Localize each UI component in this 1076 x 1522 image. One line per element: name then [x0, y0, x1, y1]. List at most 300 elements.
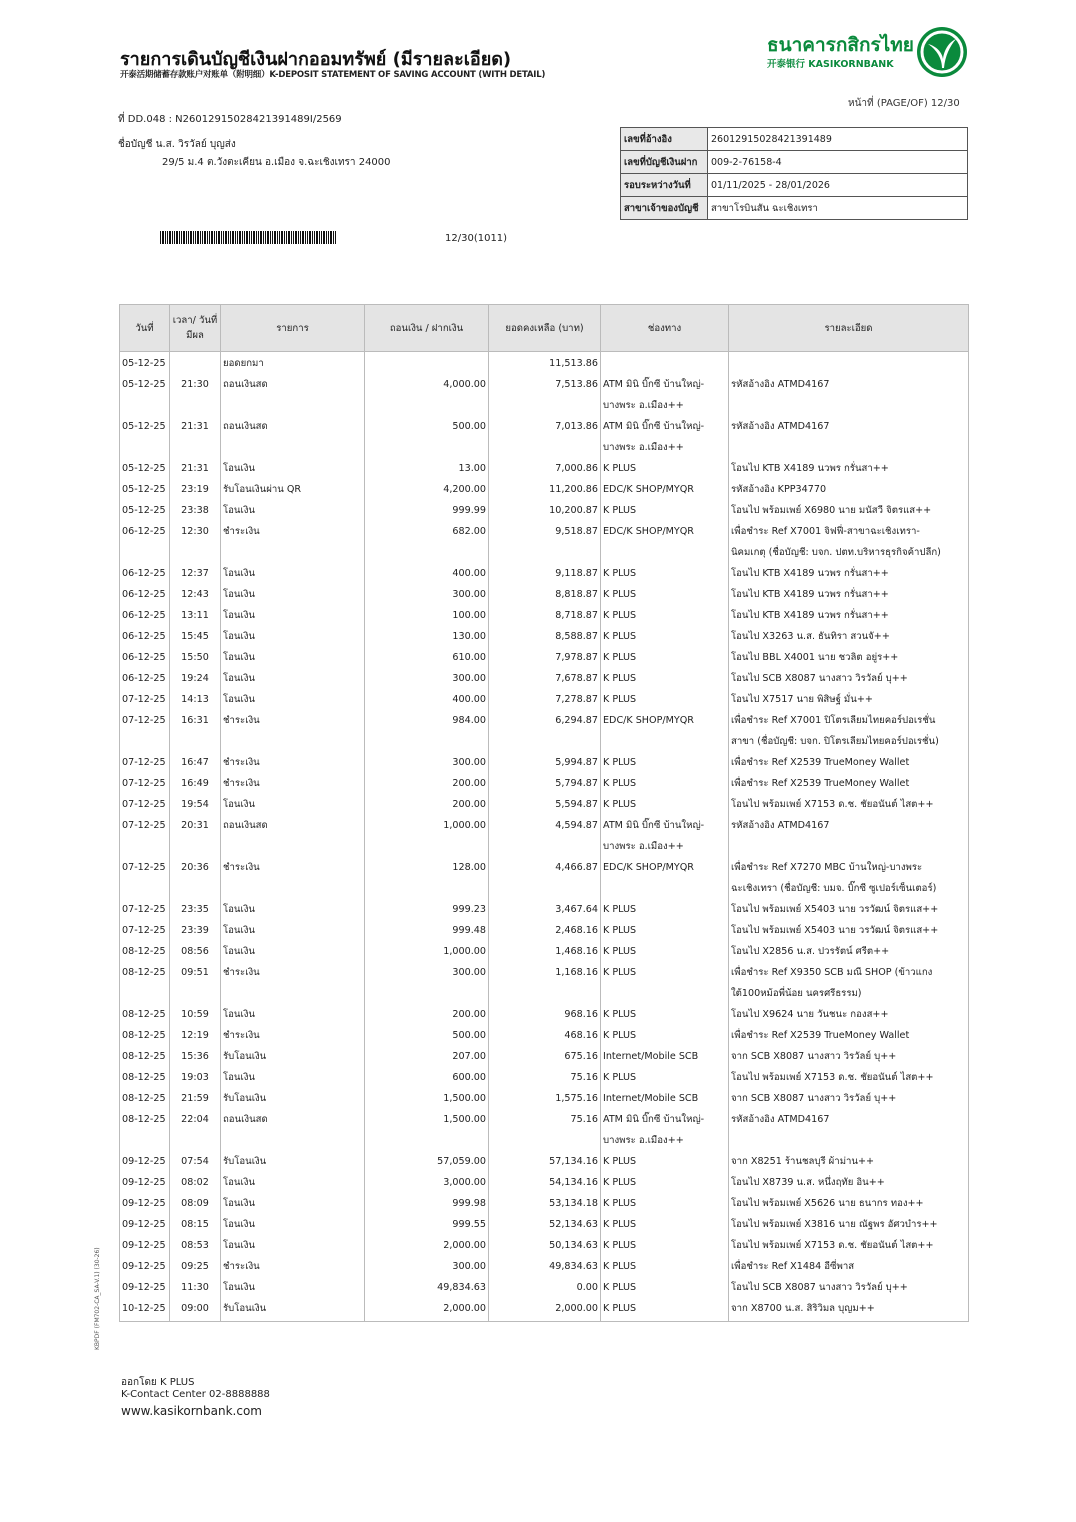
cell-channel: K PLUS: [601, 668, 729, 689]
cell-description: ชำระเงิน: [221, 773, 365, 794]
cell-balance: 7,000.86: [489, 458, 601, 479]
cell-date: 10-12-25: [120, 1298, 170, 1322]
cell-date: 06-12-25: [120, 626, 170, 647]
cell-balance: 675.16: [489, 1046, 601, 1067]
cell-amount: [365, 352, 489, 375]
cell-detail: เพื่อชำระ Ref X2539 TrueMoney Wallet: [729, 752, 969, 773]
table-row: [120, 626, 969, 647]
cell-amount: 500.00: [365, 416, 489, 458]
cell-amount: 2,000.00: [365, 1298, 489, 1322]
cell-date: 08-12-25: [120, 1109, 170, 1151]
table-row: [120, 1151, 969, 1172]
info-row: [621, 197, 968, 220]
cell-channel: EDC/K SHOP/MYQR: [601, 521, 729, 563]
cell-time: 21:30: [170, 374, 221, 416]
info-label: เลขที่บัญชีเงินฝาก: [621, 151, 708, 174]
cell-time: 19:24: [170, 668, 221, 689]
cell-time: 08:56: [170, 941, 221, 962]
cell-amount: 1,000.00: [365, 941, 489, 962]
table-row: [120, 752, 969, 773]
info-row: [621, 174, 968, 197]
cell-amount: 610.00: [365, 647, 489, 668]
cell-balance: 10,200.87: [489, 500, 601, 521]
cell-description: ชำระเงิน: [221, 521, 365, 563]
cell-time: 09:25: [170, 1256, 221, 1277]
cell-description: ยอดยกมา: [221, 352, 365, 375]
cell-channel: EDC/K SHOP/MYQR: [601, 479, 729, 500]
cell-amount: 300.00: [365, 584, 489, 605]
page-indicator: หน้าที่ (PAGE/OF) 12/30: [848, 98, 960, 109]
cell-amount: 999.98: [365, 1193, 489, 1214]
cell-balance: 8,818.87: [489, 584, 601, 605]
table-row: [120, 1025, 969, 1046]
cell-date: 05-12-25: [120, 352, 170, 375]
cell-amount: 128.00: [365, 857, 489, 899]
cell-amount: 999.48: [365, 920, 489, 941]
cell-date: 05-12-25: [120, 458, 170, 479]
cell-description: รับโอนเงิน: [221, 1151, 365, 1172]
cell-time: 08:15: [170, 1214, 221, 1235]
cell-amount: 4,000.00: [365, 374, 489, 416]
table-row: [120, 1298, 969, 1322]
table-row: [120, 1067, 969, 1088]
cell-detail: โอนไป X3263 น.ส. ธันทิรา สวนจั++: [729, 626, 969, 647]
table-row: [120, 794, 969, 815]
cell-detail: รหัสอ้างอิง ATMD4167: [729, 416, 969, 458]
cell-date: 09-12-25: [120, 1151, 170, 1172]
cell-channel: K PLUS: [601, 1256, 729, 1277]
barcode-image: [160, 231, 336, 244]
cell-time: 12:30: [170, 521, 221, 563]
cell-channel: ATM มินิ บิ๊กซี บ้านใหญ่- บางพระ อ.เมือง++: [601, 416, 729, 458]
cell-time: 08:53: [170, 1235, 221, 1256]
cell-detail: โอนไป SCB X8087 นางสาว วิรวัลย์ บุ++: [729, 1277, 969, 1298]
cell-channel: K PLUS: [601, 1214, 729, 1235]
cell-balance: 8,718.87: [489, 605, 601, 626]
bank-website-link[interactable]: www.kasikornbank.com: [121, 1404, 262, 1418]
cell-date: 05-12-25: [120, 479, 170, 500]
kasikornbank-logo-icon: [916, 26, 968, 78]
cell-date: 06-12-25: [120, 647, 170, 668]
cell-detail: โอนไป พร้อมเพย์ X3816 นาย ณัฐพร อัศวบำร++: [729, 1214, 969, 1235]
cell-date: 06-12-25: [120, 668, 170, 689]
cell-detail: รหัสอ้างอิง KPP34770: [729, 479, 969, 500]
cell-amount: 300.00: [365, 668, 489, 689]
cell-channel: ATM มินิ บิ๊กซี บ้านใหญ่- บางพระ อ.เมือง++: [601, 374, 729, 416]
cell-balance: 11,200.86: [489, 479, 601, 500]
cell-description: โอนเงิน: [221, 563, 365, 584]
cell-channel: K PLUS: [601, 962, 729, 1004]
cell-description: โอนเงิน: [221, 605, 365, 626]
cell-detail: เพื่อชำระ Ref X2539 TrueMoney Wallet: [729, 773, 969, 794]
cell-channel: K PLUS: [601, 1277, 729, 1298]
cell-time: 21:31: [170, 458, 221, 479]
column-header-amount: ถอนเงิน / ฝากเงิน: [365, 305, 489, 352]
cell-amount: 300.00: [365, 1256, 489, 1277]
cell-balance: 7,678.87: [489, 668, 601, 689]
document-subtitle: 开泰活期储蓄存款账户对账单（附明细）K-DEPOSIT STATEMENT OF SAVING ACCOUNT (WITH DETAIL): [120, 70, 546, 80]
cell-description: รับโอนเงิน: [221, 1088, 365, 1109]
cell-amount: 999.23: [365, 899, 489, 920]
cell-balance: 11,513.86: [489, 352, 601, 375]
cell-amount: 200.00: [365, 773, 489, 794]
cell-amount: 200.00: [365, 794, 489, 815]
info-value: 01/11/2025 - 28/01/2026: [708, 174, 968, 197]
info-row: [621, 151, 968, 174]
transactions-table: [119, 304, 969, 1322]
cell-detail: โอนไป พร้อมเพย์ X5626 นาย ธนากร ทอง++: [729, 1193, 969, 1214]
cell-description: โอนเงิน: [221, 458, 365, 479]
cell-time: 14:13: [170, 689, 221, 710]
cell-amount: 49,834.63: [365, 1277, 489, 1298]
cell-date: 07-12-25: [120, 857, 170, 899]
cell-channel: K PLUS: [601, 899, 729, 920]
table-row: [120, 1088, 969, 1109]
cell-time: 23:35: [170, 899, 221, 920]
column-header-detail: รายละเอียด: [729, 305, 969, 352]
cell-time: 23:19: [170, 479, 221, 500]
cell-amount: 200.00: [365, 1004, 489, 1025]
table-row: [120, 710, 969, 752]
cell-detail: เพื่อชำระ Ref X1484 อีซี่พาส: [729, 1256, 969, 1277]
cell-date: 05-12-25: [120, 500, 170, 521]
cell-description: ชำระเงิน: [221, 752, 365, 773]
cell-date: 07-12-25: [120, 920, 170, 941]
cell-date: 08-12-25: [120, 1088, 170, 1109]
cell-amount: 3,000.00: [365, 1172, 489, 1193]
cell-time: 12:19: [170, 1025, 221, 1046]
cell-description: โอนเงิน: [221, 500, 365, 521]
account-address: 29/5 ม.4 ต.วังตะเคียน อ.เมือง จ.ฉะเชิงเทรา 24000: [162, 157, 391, 168]
cell-description: โอนเงิน: [221, 584, 365, 605]
table-row: [120, 521, 969, 563]
issued-by: ออกโดย K PLUS: [121, 1377, 195, 1388]
cell-date: 06-12-25: [120, 605, 170, 626]
account-info-table: [620, 127, 968, 220]
cell-description: ชำระเงิน: [221, 962, 365, 1004]
table-row: [120, 899, 969, 920]
bank-name-thai: ธนาคารกสิกรไทย: [767, 34, 914, 56]
column-header-channel: ช่องทาง: [601, 305, 729, 352]
cell-date: 09-12-25: [120, 1214, 170, 1235]
cell-time: 23:38: [170, 500, 221, 521]
cell-date: 09-12-25: [120, 1235, 170, 1256]
cell-amount: 1,000.00: [365, 815, 489, 857]
cell-description: โอนเงิน: [221, 899, 365, 920]
cell-channel: Internet/Mobile SCB: [601, 1046, 729, 1067]
cell-detail: จาก X8700 น.ส. สิริวิมล บุญม++: [729, 1298, 969, 1322]
cell-date: 07-12-25: [120, 710, 170, 752]
table-row: [120, 1214, 969, 1235]
cell-description: โอนเงิน: [221, 1004, 365, 1025]
table-row: [120, 920, 969, 941]
cell-channel: K PLUS: [601, 500, 729, 521]
cell-balance: 4,594.87: [489, 815, 601, 857]
cell-channel: K PLUS: [601, 605, 729, 626]
table-row: [120, 815, 969, 857]
cell-channel: K PLUS: [601, 1298, 729, 1322]
cell-amount: 400.00: [365, 563, 489, 584]
cell-description: ถอนเงินสด: [221, 416, 365, 458]
info-label: รอบระหว่างวันที่: [621, 174, 708, 197]
cell-detail: [729, 352, 969, 375]
cell-time: 16:31: [170, 710, 221, 752]
cell-amount: 130.00: [365, 626, 489, 647]
cell-channel: K PLUS: [601, 563, 729, 584]
cell-balance: 6,294.87: [489, 710, 601, 752]
cell-balance: 5,994.87: [489, 752, 601, 773]
cell-detail: โอนไป พร้อมเพย์ X7153 ด.ช. ชัยอนันต์ ไสต++: [729, 1235, 969, 1256]
cell-date: 08-12-25: [120, 1025, 170, 1046]
cell-detail: โอนไป X7517 นาย พิสิษฐ์ มั่น++: [729, 689, 969, 710]
table-row: [120, 689, 969, 710]
cell-date: 07-12-25: [120, 689, 170, 710]
cell-balance: 54,134.16: [489, 1172, 601, 1193]
cell-detail: โอนไป KTB X4189 นวพร กรั่นสา++: [729, 605, 969, 626]
table-row: [120, 941, 969, 962]
cell-balance: 4,466.87: [489, 857, 601, 899]
cell-description: โอนเงิน: [221, 1067, 365, 1088]
cell-detail: จาก X8251 ร้านชลบุรี ผ้าม่าน++: [729, 1151, 969, 1172]
table-row: [120, 605, 969, 626]
table-row: [120, 1256, 969, 1277]
cell-detail: โอนไป BBL X4001 นาย ชวลิต อยู่ร++: [729, 647, 969, 668]
cell-balance: 0.00: [489, 1277, 601, 1298]
cell-balance: 1,468.16: [489, 941, 601, 962]
cell-date: 07-12-25: [120, 752, 170, 773]
cell-amount: 4,200.00: [365, 479, 489, 500]
cell-balance: 8,588.87: [489, 626, 601, 647]
cell-date: 08-12-25: [120, 1067, 170, 1088]
cell-amount: 100.00: [365, 605, 489, 626]
cell-description: ชำระเงิน: [221, 1025, 365, 1046]
cell-time: 11:30: [170, 1277, 221, 1298]
cell-description: โอนเงิน: [221, 1235, 365, 1256]
cell-description: โอนเงิน: [221, 689, 365, 710]
cell-description: โอนเงิน: [221, 647, 365, 668]
table-row: [120, 479, 969, 500]
cell-balance: 52,134.63: [489, 1214, 601, 1235]
account-name: ชื่อบัญชี น.ส. วิรวัลย์ บุญส่ง: [118, 139, 236, 150]
cell-date: 07-12-25: [120, 794, 170, 815]
cell-date: 05-12-25: [120, 374, 170, 416]
cell-channel: EDC/K SHOP/MYQR: [601, 710, 729, 752]
cell-date: 07-12-25: [120, 899, 170, 920]
table-row: [120, 352, 969, 375]
info-value: สาขาโรบินสัน ฉะเชิงเทรา: [708, 197, 968, 220]
column-header-time: เวลา/ วันที่มีผล: [170, 305, 221, 352]
cell-date: 06-12-25: [120, 521, 170, 563]
table-row: [120, 416, 969, 458]
cell-detail: โอนไป KTB X4189 นวพร กรั่นสา++: [729, 458, 969, 479]
cell-balance: 7,978.87: [489, 647, 601, 668]
cell-amount: 500.00: [365, 1025, 489, 1046]
cell-time: 16:49: [170, 773, 221, 794]
cell-time: 09:51: [170, 962, 221, 1004]
cell-time: 19:03: [170, 1067, 221, 1088]
cell-balance: 50,134.63: [489, 1235, 601, 1256]
cell-detail: รหัสอ้างอิง ATMD4167: [729, 1109, 969, 1151]
cell-amount: 207.00: [365, 1046, 489, 1067]
cell-date: 08-12-25: [120, 1004, 170, 1025]
cell-amount: 999.99: [365, 500, 489, 521]
cell-detail: เพื่อชำระ Ref X2539 TrueMoney Wallet: [729, 1025, 969, 1046]
cell-amount: 13.00: [365, 458, 489, 479]
cell-description: โอนเงิน: [221, 794, 365, 815]
form-code: KBPDF (FM702-CA_SA-V.1) (30-26): [94, 1247, 101, 1350]
cell-channel: Internet/Mobile SCB: [601, 1088, 729, 1109]
cell-date: 09-12-25: [120, 1256, 170, 1277]
cell-amount: 300.00: [365, 752, 489, 773]
cell-date: 09-12-25: [120, 1193, 170, 1214]
cell-channel: K PLUS: [601, 794, 729, 815]
cell-channel: K PLUS: [601, 773, 729, 794]
cell-channel: [601, 352, 729, 375]
cell-detail: โอนไป X9624 นาย วันชนะ กองส++: [729, 1004, 969, 1025]
cell-time: 20:31: [170, 815, 221, 857]
cell-date: 05-12-25: [120, 416, 170, 458]
cell-detail: รหัสอ้างอิง ATMD4167: [729, 374, 969, 416]
info-label: สาขาเจ้าของบัญชี: [621, 197, 708, 220]
table-row: [120, 857, 969, 899]
cell-time: [170, 352, 221, 375]
table-row: [120, 647, 969, 668]
document-title: รายการเดินบัญชีเงินฝากออมทรัพย์ (มีรายละเอียด): [120, 49, 512, 70]
table-row: [120, 1109, 969, 1151]
table-row: [120, 773, 969, 794]
table-row: [120, 584, 969, 605]
cell-channel: K PLUS: [601, 689, 729, 710]
cell-description: ถอนเงินสด: [221, 374, 365, 416]
cell-time: 15:50: [170, 647, 221, 668]
cell-time: 20:36: [170, 857, 221, 899]
info-value: 009-2-76158-4: [708, 151, 968, 174]
cell-detail: โอนไป พร้อมเพย์ X7153 ด.ช. ชัยอนันต์ ไสต++: [729, 794, 969, 815]
cell-detail: เพื่อชำระ Ref X7270 MBC บ้านใหญ่-บางพระ ฉะเชิงเทรา (ชื่อบัญชี: บมจ. บิ๊กซี ซูเปอร์เซ็นเตอร์): [729, 857, 969, 899]
cell-time: 12:43: [170, 584, 221, 605]
cell-time: 23:39: [170, 920, 221, 941]
cell-channel: K PLUS: [601, 752, 729, 773]
cell-amount: 1,500.00: [365, 1109, 489, 1151]
cell-balance: 75.16: [489, 1109, 601, 1151]
cell-balance: 3,467.64: [489, 899, 601, 920]
table-row: [120, 962, 969, 1004]
cell-balance: 1,575.16: [489, 1088, 601, 1109]
barcode-code: 12/30(1011): [445, 233, 508, 244]
cell-channel: K PLUS: [601, 626, 729, 647]
cell-detail: เพื่อชำระ Ref X9350 SCB มณี SHOP (ข้าวแกง ใต้100หม้อพี่น้อย นครศรีธรรม): [729, 962, 969, 1004]
cell-amount: 682.00: [365, 521, 489, 563]
cell-description: โอนเงิน: [221, 941, 365, 962]
cell-channel: K PLUS: [601, 920, 729, 941]
cell-amount: 2,000.00: [365, 1235, 489, 1256]
cell-time: 16:47: [170, 752, 221, 773]
cell-time: 08:09: [170, 1193, 221, 1214]
cell-date: 08-12-25: [120, 941, 170, 962]
cell-channel: K PLUS: [601, 1151, 729, 1172]
cell-description: โอนเงิน: [221, 626, 365, 647]
table-row: [120, 563, 969, 584]
cell-description: รับโอนเงิน: [221, 1298, 365, 1322]
cell-time: 09:00: [170, 1298, 221, 1322]
table-row: [120, 668, 969, 689]
info-value: 26012915028421391489: [708, 128, 968, 151]
cell-balance: 75.16: [489, 1067, 601, 1088]
cell-date: 06-12-25: [120, 584, 170, 605]
cell-time: 15:45: [170, 626, 221, 647]
cell-detail: โอนไป SCB X8087 นางสาว วิรวัลย์ บุ++: [729, 668, 969, 689]
table-row: [120, 374, 969, 416]
table-row: [120, 1235, 969, 1256]
cell-balance: 1,168.16: [489, 962, 601, 1004]
cell-description: ชำระเงิน: [221, 1256, 365, 1277]
column-header-description: รายการ: [221, 305, 365, 352]
cell-balance: 5,594.87: [489, 794, 601, 815]
cell-detail: โอนไป พร้อมเพย์ X7153 ด.ช. ชัยอนันต์ ไสต++: [729, 1067, 969, 1088]
cell-description: โอนเงิน: [221, 1277, 365, 1298]
cell-amount: 600.00: [365, 1067, 489, 1088]
column-header-balance: ยอดคงเหลือ (บาท): [489, 305, 601, 352]
cell-description: โอนเงิน: [221, 668, 365, 689]
cell-detail: เพื่อชำระ Ref X7001 จิฟฟี่-สาขาฉะเชิงเทรา- นิคมเกตุ (ชื่อบัญชี: บจก. ปตท.บริหารธุรกิจค้าปลีก): [729, 521, 969, 563]
cell-time: 15:36: [170, 1046, 221, 1067]
cell-description: โอนเงิน: [221, 1193, 365, 1214]
cell-detail: โอนไป พร้อมเพย์ X5403 นาย วรวัฒน์ จิตรแส++: [729, 899, 969, 920]
cell-amount: 984.00: [365, 710, 489, 752]
cell-channel: K PLUS: [601, 1067, 729, 1088]
cell-time: 07:54: [170, 1151, 221, 1172]
table-row: [120, 500, 969, 521]
cell-detail: โอนไป พร้อมเพย์ X5403 นาย วรวัฒน์ จิตรแส++: [729, 920, 969, 941]
cell-channel: K PLUS: [601, 1235, 729, 1256]
cell-amount: 1,500.00: [365, 1088, 489, 1109]
table-row: [120, 458, 969, 479]
cell-time: 21:59: [170, 1088, 221, 1109]
cell-detail: เพื่อชำระ Ref X7001 ปิโตรเลียมไทยคอร์ปอเรชั่น สาขา (ชื่อบัญชี: บจก. ปิโตรเลียมไทยคอร์ปอเรชั่น): [729, 710, 969, 752]
cell-balance: 57,134.16: [489, 1151, 601, 1172]
table-row: [120, 1277, 969, 1298]
cell-balance: 2,468.16: [489, 920, 601, 941]
cell-detail: รหัสอ้างอิง ATMD4167: [729, 815, 969, 857]
info-label: เลขที่อ้างอิง: [621, 128, 708, 151]
cell-date: 06-12-25: [120, 563, 170, 584]
cell-description: รับโอนเงินผ่าน QR: [221, 479, 365, 500]
cell-balance: 7,278.87: [489, 689, 601, 710]
cell-channel: K PLUS: [601, 458, 729, 479]
cell-description: ชำระเงิน: [221, 710, 365, 752]
cell-description: ถอนเงินสด: [221, 1109, 365, 1151]
cell-channel: K PLUS: [601, 1004, 729, 1025]
cell-description: รับโอนเงิน: [221, 1046, 365, 1067]
cell-detail: โอนไป X8739 น.ส. หนึ่งฤทัย อิน++: [729, 1172, 969, 1193]
table-row: [120, 1004, 969, 1025]
cell-description: ชำระเงิน: [221, 857, 365, 899]
cell-date: 08-12-25: [120, 1046, 170, 1067]
cell-balance: 49,834.63: [489, 1256, 601, 1277]
cell-channel: K PLUS: [601, 647, 729, 668]
cell-description: ถอนเงินสด: [221, 815, 365, 857]
cell-balance: 5,794.87: [489, 773, 601, 794]
cell-detail: จาก SCB X8087 นางสาว วิรวัลย์ บุ++: [729, 1046, 969, 1067]
cell-channel: ATM มินิ บิ๊กซี บ้านใหญ่- บางพระ อ.เมือง++: [601, 1109, 729, 1151]
cell-balance: 968.16: [489, 1004, 601, 1025]
cell-balance: 468.16: [489, 1025, 601, 1046]
cell-date: 07-12-25: [120, 773, 170, 794]
cell-balance: 9,518.87: [489, 521, 601, 563]
info-row: [621, 128, 968, 151]
cell-time: 10:59: [170, 1004, 221, 1025]
bank-name-english: 开泰银行 KASIKORNBANK: [767, 59, 894, 70]
